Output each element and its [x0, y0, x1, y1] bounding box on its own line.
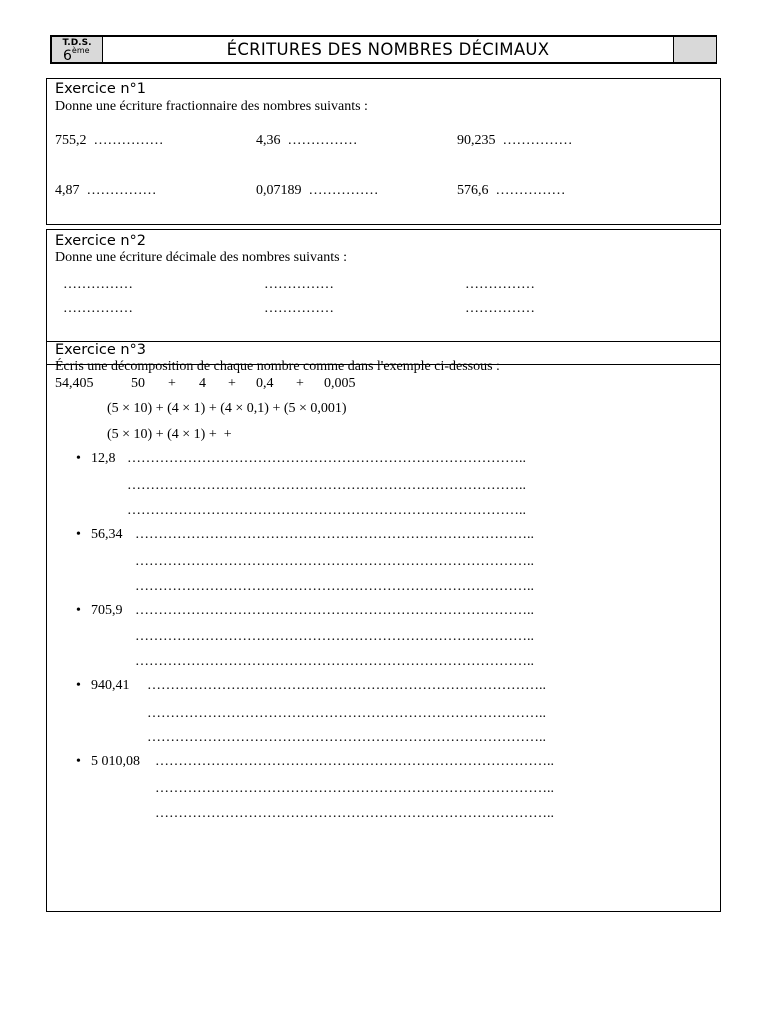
- exercise-3-number: 940,41: [91, 678, 130, 693]
- example-term: 4: [199, 376, 206, 391]
- example-decomposition-blank: (5 × 10) + (4 × 1) + +: [107, 427, 232, 442]
- grade-number: 6: [63, 48, 72, 64]
- exercise-3-answer-line: …………………………………………………………………………..: [147, 706, 546, 721]
- example-plus: +: [228, 376, 236, 391]
- example-term: 0,4: [256, 376, 274, 391]
- example-number: 54,405: [55, 376, 94, 391]
- exercise-3-answer-line: …………………………………………………………………………..: [135, 629, 534, 644]
- exercise-3-number: 12,8: [91, 451, 116, 466]
- bullet-icon: •: [76, 603, 81, 618]
- exercise-1-item: 4,36 ……………: [256, 133, 358, 148]
- example-term: 0,005: [324, 376, 356, 391]
- page-title: ÉCRITURES DES NOMBRES DÉCIMAUX: [226, 40, 550, 59]
- exercise-3-answer-line: …………………………………………………………………………..: [127, 503, 526, 518]
- exercise-2-instruction: Donne une écriture décimale des nombres suivants :: [55, 250, 347, 265]
- exercise-1-title: Exercice n°1: [55, 81, 147, 97]
- exercise-3-answer-line: …………………………………………………………………………..: [135, 579, 534, 594]
- exercise-1-item: 576,6 ……………: [457, 183, 566, 198]
- bullet-icon: •: [76, 527, 81, 542]
- exercise-2-answer-line: ……………: [63, 277, 133, 292]
- exercise-3-answer-line: …………………………………………………………………………..: [135, 603, 534, 618]
- exercise-3-answer-line: …………………………………………………………………………..: [147, 678, 546, 693]
- exercise-2-answer-line: ……………: [465, 277, 535, 292]
- exercise-1-item: 755,2 ……………: [55, 133, 164, 148]
- exercise-3-number: 5 010,08: [91, 754, 140, 769]
- exercise-3-answer-line: …………………………………………………………………………..: [155, 781, 554, 796]
- page-header: [50, 35, 717, 64]
- example-plus: +: [168, 376, 176, 391]
- exercise-3-answer-line: …………………………………………………………………………..: [135, 527, 534, 542]
- exercise-3-answer-line: …………………………………………………………………………..: [155, 806, 554, 821]
- exercise-2-answer-line: ……………: [465, 301, 535, 316]
- exercise-2-answer-line: ……………: [264, 301, 334, 316]
- exercise-3-answer-line: …………………………………………………………………………..: [155, 754, 554, 769]
- grade-suffix: ème: [71, 46, 90, 55]
- exercise-3-title: Exercice n°3: [55, 342, 147, 358]
- example-plus: +: [296, 376, 304, 391]
- exercise-3-number: 705,9: [91, 603, 123, 618]
- exercise-3-answer-line: …………………………………………………………………………..: [135, 554, 534, 569]
- exercise-3-answer-line: …………………………………………………………………………..: [127, 451, 526, 466]
- exercise-1-item: 90,235 ……………: [457, 133, 573, 148]
- tds-cell: [52, 37, 103, 62]
- bullet-icon: •: [76, 451, 81, 466]
- exercise-2-box: [46, 229, 721, 342]
- exercise-2-answer-line: ……………: [63, 301, 133, 316]
- exercise-3-answer-line: …………………………………………………………………………..: [147, 730, 546, 745]
- header-right-cell: [673, 37, 716, 62]
- exercise-2-title: Exercice n°2: [55, 233, 147, 249]
- grade-label: [63, 46, 90, 64]
- example-term: 50: [131, 376, 145, 391]
- bullet-icon: •: [76, 678, 81, 693]
- exercise-3-answer-line: …………………………………………………………………………..: [135, 654, 534, 669]
- exercise-1-item: 0,07189 ……………: [256, 183, 379, 198]
- example-decomposition: (5 × 10) + (4 × 1) + (4 × 0,1) + (5 × 0,001): [107, 401, 347, 416]
- bullet-icon: •: [76, 754, 81, 769]
- tds-label: T.D.S.: [62, 38, 92, 48]
- exercise-3-instruction: Écris une décomposition de chaque nombre comme dans l'exemple ci-dessous :: [55, 359, 500, 374]
- exercise-3-answer-line: …………………………………………………………………………..: [127, 478, 526, 493]
- exercise-1-instruction: Donne une écriture fractionnaire des nombres suivants :: [55, 99, 368, 114]
- exercise-2-answer-line: ……………: [264, 277, 334, 292]
- exercise-3-number: 56,34: [91, 527, 123, 542]
- exercise-1-item: 4,87 ……………: [55, 183, 157, 198]
